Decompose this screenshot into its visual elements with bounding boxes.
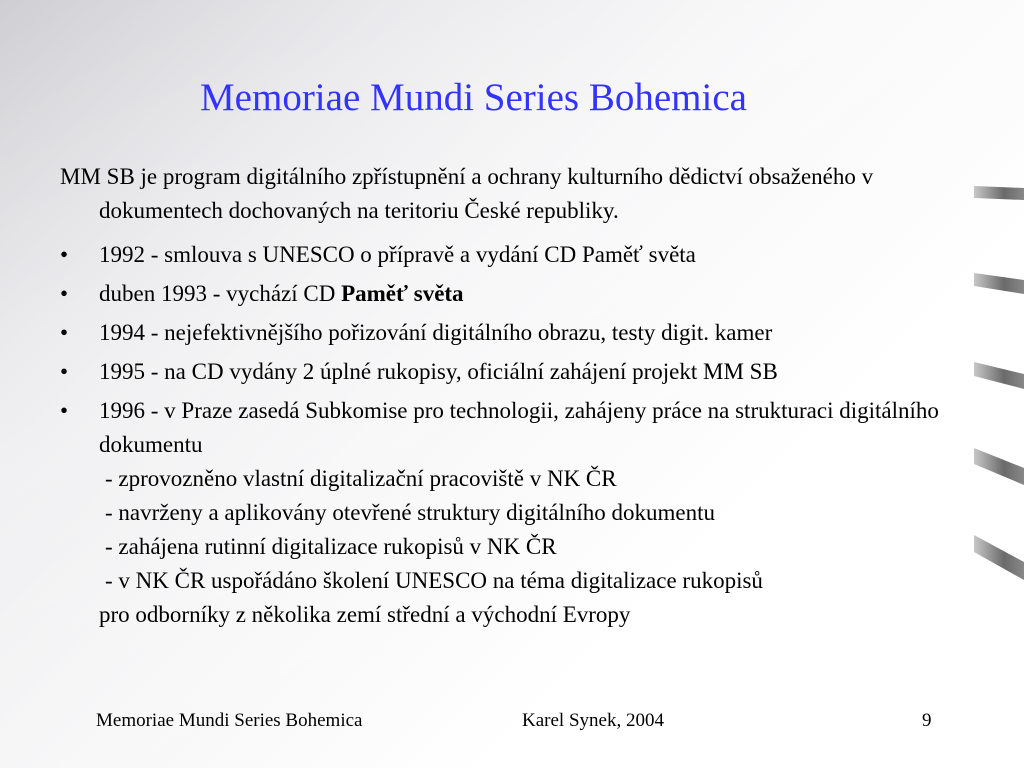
list-item bbox=[60, 355, 960, 389]
slide-body bbox=[60, 160, 960, 637]
footer-author: Karel Synek, 2004 bbox=[522, 710, 664, 731]
list-item-text: 1995 - na CD vydány 2 úplné rukopisy, oficiální zahájení projekt MM SB bbox=[99, 359, 778, 384]
slide-footer bbox=[0, 708, 1024, 734]
stripe-3 bbox=[974, 362, 1024, 389]
bullet-icon: • bbox=[60, 398, 69, 423]
list-item-text: 1996 - v Praze zasedá Subkomise pro technologii, zahájeny práce na strukturaci digitálního dokumentu bbox=[99, 398, 939, 457]
slide-title: Memoriae Mundi Series Bohemica bbox=[200, 76, 747, 119]
list-item bbox=[60, 316, 960, 350]
sub-item-continuation: pro odborníky z několika zemí střední a východní Evropy bbox=[99, 602, 631, 627]
intro-paragraph: MM SB je program digitálního zpřístupnění a ochrany kulturního dědictví obsaženého v dokumentech dochovaných na teritoriu České republiky. bbox=[60, 164, 874, 223]
page-number: 9 bbox=[922, 710, 932, 731]
footer-title: Memoriae Mundi Series Bohemica bbox=[96, 710, 363, 731]
sub-item: - zprovozněno vlastní digitalizační pracoviště v NK ČR bbox=[105, 466, 617, 491]
list-item-text: 1992 - smlouva s UNESCO o přípravě a vydání CD Paměť světa bbox=[99, 242, 696, 267]
bullet-icon: • bbox=[60, 320, 69, 345]
stripe-4 bbox=[974, 448, 1024, 485]
bullet-list bbox=[60, 238, 960, 632]
stripe-1 bbox=[974, 186, 1024, 200]
list-item-text: duben 1993 - vychází CD bbox=[99, 281, 342, 306]
bullet-icon: • bbox=[60, 359, 69, 384]
decorative-side-stripes bbox=[964, 0, 1024, 768]
bullet-icon: • bbox=[60, 281, 69, 306]
list-item-bold-title: Paměť světa bbox=[341, 281, 464, 306]
sub-item: - zahájena rutinní digitalizace rukopisů v NK ČR bbox=[105, 534, 557, 559]
list-item-text: 1994 - nejefektivnějšího pořizování digitálního obrazu, testy digit. kamer bbox=[99, 320, 773, 345]
list-item bbox=[60, 277, 960, 311]
stripe-5 bbox=[974, 535, 1024, 580]
bullet-icon: • bbox=[60, 242, 69, 267]
stripe-2 bbox=[974, 273, 1024, 294]
sub-item: - v NK ČR uspořádáno školení UNESCO na téma digitalizace rukopisů bbox=[105, 568, 763, 593]
list-item bbox=[60, 394, 960, 632]
list-item bbox=[60, 238, 960, 272]
sub-item: - navrženy a aplikovány otevřené struktury digitálního dokumentu bbox=[105, 500, 715, 525]
